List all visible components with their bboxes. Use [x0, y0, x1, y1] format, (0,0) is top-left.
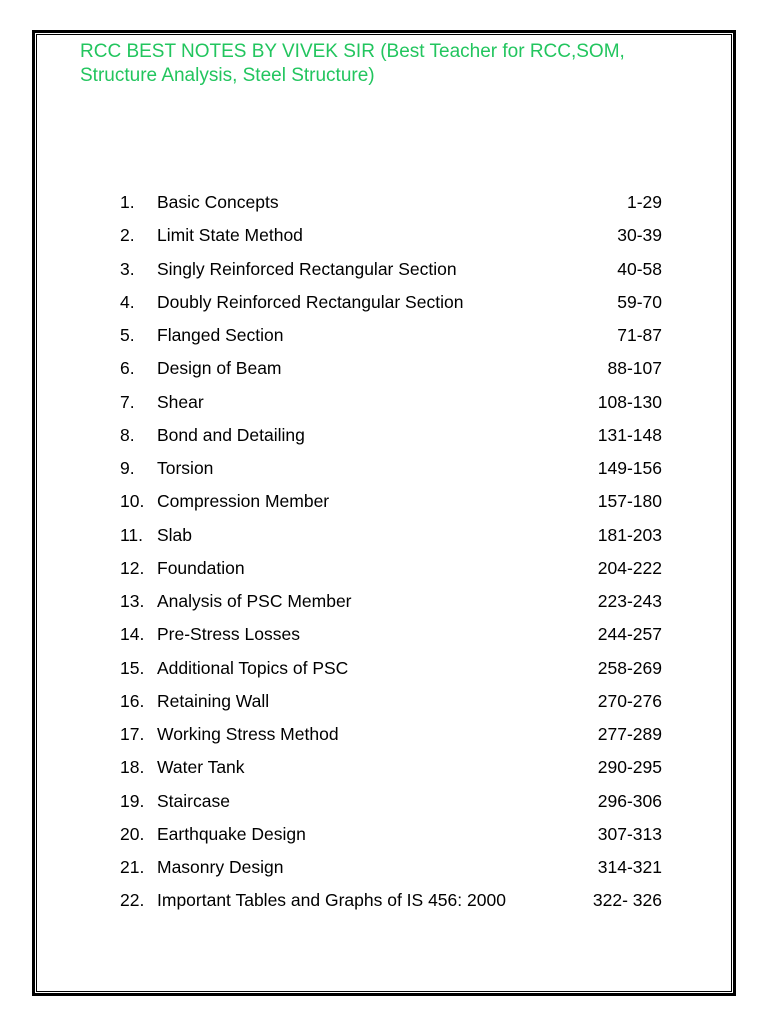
toc-title: Singly Reinforced Rectangular Section: [157, 258, 457, 279]
toc-pages: 88-107: [607, 358, 662, 379]
toc-title: Bond and Detailing: [157, 424, 305, 445]
toc-title: Pre-Stress Losses: [157, 624, 300, 645]
toc-title: Additional Topics of PSC: [157, 657, 349, 678]
toc-title: Retaining Wall: [157, 690, 270, 711]
toc-number: 2.: [120, 225, 135, 246]
toc-number: 13.: [120, 591, 145, 611]
toc-pages: 108-130: [597, 391, 662, 412]
toc-pages: 290-295: [597, 757, 662, 778]
toc-row: [0, 751, 768, 784]
toc-pages: 258-269: [597, 657, 662, 678]
toc-row: [0, 618, 768, 651]
toc-pages: 270-276: [597, 690, 662, 711]
toc-row: [0, 685, 768, 718]
toc-title: Limit State Method: [157, 225, 303, 246]
toc-pages: 277-289: [597, 724, 662, 744]
toc-row: [0, 186, 768, 219]
toc-row: [0, 452, 768, 485]
toc-row: [0, 386, 768, 419]
toc-number: 22.: [120, 890, 145, 911]
toc-title: Water Tank: [157, 757, 245, 778]
toc-title: Earthquake Design: [157, 823, 306, 844]
toc-number: 12.: [120, 557, 145, 578]
toc-number: 15.: [120, 657, 145, 678]
toc-number: 3.: [120, 258, 135, 279]
toc-pages: 157-180: [597, 491, 662, 512]
toc-pages: 244-257: [597, 624, 662, 645]
toc-pages: 149-156: [597, 458, 662, 478]
toc-number: 14.: [120, 624, 145, 645]
toc-number: 6.: [120, 358, 135, 379]
toc-pages: 71-87: [617, 325, 662, 345]
toc-row: [0, 253, 768, 286]
header-line-2: Structure Analysis, Steel Structure): [80, 65, 375, 86]
toc-row: [0, 785, 768, 818]
toc-number: 21.: [120, 857, 145, 877]
toc-title: Analysis of PSC Member: [157, 591, 352, 611]
toc-number: 1.: [120, 192, 135, 212]
header-line-1: RCC BEST NOTES BY VIVEK SIR (Best Teacher for RCC,SOM,: [80, 41, 625, 62]
toc-row: [0, 552, 768, 585]
toc-pages: 1-29: [626, 192, 662, 212]
toc-pages: 30-39: [617, 225, 662, 246]
toc-title: Doubly Reinforced Rectangular Section: [157, 291, 464, 312]
toc-title: Foundation: [157, 557, 245, 578]
toc-row: [0, 884, 768, 917]
toc-number: 7.: [120, 391, 135, 412]
toc-title: Slab: [157, 524, 193, 545]
toc-pages: 296-306: [597, 790, 662, 811]
toc-row: [0, 219, 768, 252]
toc-title: Flanged Section: [157, 325, 284, 345]
toc-number: 17.: [120, 724, 145, 744]
toc-number: 16.: [120, 690, 145, 711]
toc-number: 11.: [120, 524, 144, 545]
toc-pages: 40-58: [617, 258, 662, 279]
toc-pages: 314-321: [597, 857, 662, 877]
toc-pages: 223-243: [597, 591, 662, 611]
toc-number: 4.: [120, 291, 135, 312]
toc-number: 9.: [120, 458, 135, 478]
toc-title: Important Tables and Graphs of IS 456: 2000: [157, 890, 506, 911]
toc-number: 10.: [120, 491, 145, 512]
toc-pages: 59-70: [617, 291, 662, 312]
table-of-contents: [0, 186, 768, 918]
toc-row: [0, 319, 768, 352]
toc-row: [0, 585, 768, 618]
toc-title: Compression Member: [157, 491, 330, 512]
toc-row: [0, 851, 768, 884]
toc-row: [0, 352, 768, 385]
toc-title: Staircase: [157, 790, 230, 811]
toc-number: 5.: [120, 325, 135, 345]
toc-pages: 131-148: [597, 424, 662, 445]
toc-row: [0, 485, 768, 518]
toc-title: Working Stress Method: [157, 724, 339, 744]
toc-title: Torsion: [157, 458, 214, 478]
toc-row: [0, 419, 768, 452]
toc-number: 8.: [120, 424, 135, 445]
toc-row: [0, 718, 768, 751]
toc-row: [0, 519, 768, 552]
toc-title: Shear: [157, 391, 204, 412]
toc-row: [0, 818, 768, 851]
toc-title: Basic Concepts: [157, 192, 279, 212]
toc-row: [0, 286, 768, 319]
toc-number: 18.: [120, 757, 145, 778]
toc-pages: 181-203: [597, 524, 662, 545]
toc-pages: 322- 326: [592, 890, 662, 911]
document-header: [80, 40, 720, 88]
toc-number: 20.: [120, 823, 145, 844]
toc-pages: 307-313: [597, 823, 662, 844]
toc-title: Masonry Design: [157, 857, 284, 877]
toc-row: [0, 652, 768, 685]
toc-number: 19.: [120, 790, 145, 811]
toc-title: Design of Beam: [157, 358, 282, 379]
toc-pages: 204-222: [597, 557, 662, 578]
